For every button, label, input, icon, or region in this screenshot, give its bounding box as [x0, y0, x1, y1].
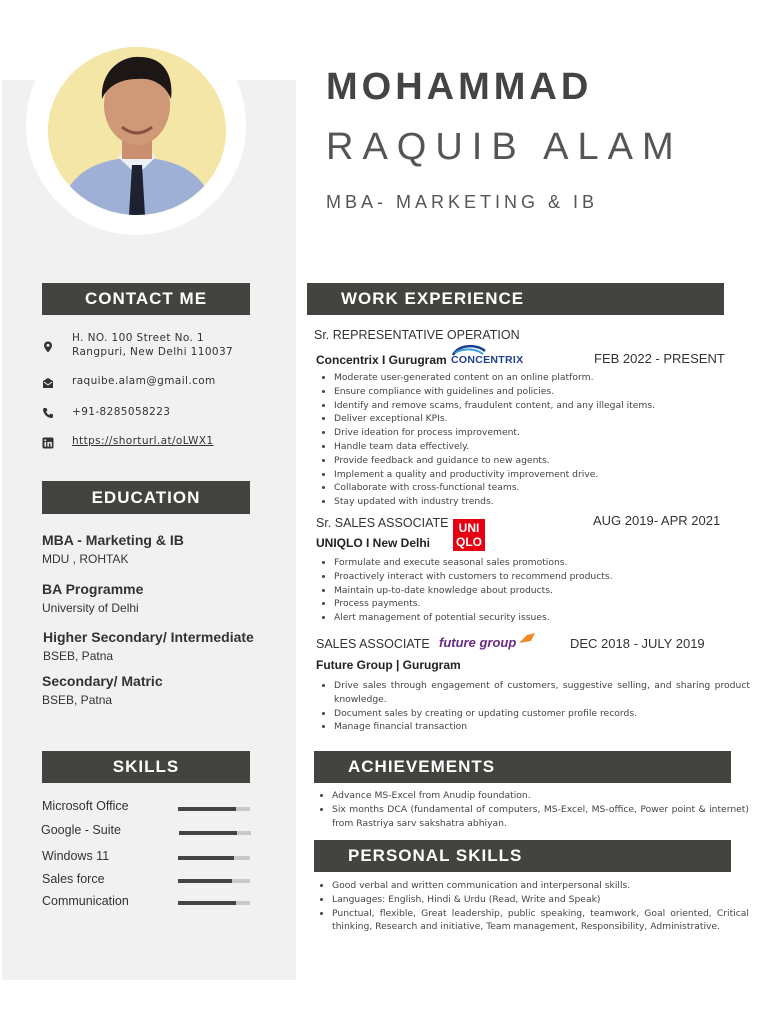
education-heading: EDUCATION	[42, 481, 250, 514]
personal-skills-list	[314, 879, 749, 934]
location-pin-icon	[42, 340, 54, 358]
job-duties-list	[316, 556, 750, 625]
skill-name: Microsoft Office	[42, 799, 129, 813]
list-item: • Proactively interact with customers to recommend products.	[334, 570, 750, 584]
list-item: • Provide feedback and guidance to new agents.	[334, 454, 750, 468]
job-title: Sr. REPRESENTATIVE OPERATION	[314, 328, 520, 342]
list-item: • Deliver exceptional KPIs.	[334, 412, 750, 426]
work-experience-heading: WORK EXPERIENCE	[307, 283, 724, 315]
skill-level-bar	[178, 901, 250, 905]
list-item: • Languages: English, Hindi & Urdu (Read, Write and Speak)	[332, 893, 749, 907]
address-line-1: H. NO. 100 Street No. 1	[72, 332, 205, 344]
future-group-logo: future group	[439, 631, 535, 659]
list-item: • Advance MS-Excel from Anudip foundation.	[332, 789, 749, 803]
contact-heading: CONTACT ME	[42, 283, 250, 315]
achievements-heading: ACHIEVEMENTS	[314, 751, 731, 783]
education-school: MDU , ROHTAK	[42, 552, 129, 566]
list-item: • Drive ideation for process improvement.	[334, 426, 750, 440]
skill-name: Sales force	[42, 872, 105, 886]
education-school: BSEB, Patna	[43, 649, 114, 663]
last-name: RAQUIB ALAM	[326, 126, 683, 168]
email-link[interactable]: raquibe.alam@gmail.com	[72, 375, 216, 387]
job-dates: DEC 2018 - JULY 2019	[570, 636, 705, 651]
skill-level-fill	[178, 879, 232, 883]
job-company: Concentrix I Gurugram	[316, 353, 447, 367]
job-title: SALES ASSOCIATE	[316, 637, 430, 651]
skill-level-fill	[179, 831, 237, 835]
job-company: Future Group | Gurugram	[316, 658, 461, 672]
job-company: UNIQLO I New Delhi	[316, 536, 431, 550]
education-degree: BA Programme	[42, 581, 144, 597]
skill-level-bar	[178, 879, 250, 883]
education-degree: Secondary/ Matric	[42, 673, 163, 689]
linkedin-icon	[42, 436, 54, 454]
education-degree: MBA - Marketing & IB	[42, 532, 184, 548]
envelope-icon	[42, 376, 54, 394]
job-title: Sr. SALES ASSOCIATE	[316, 516, 449, 530]
education-school: BSEB, Patna	[42, 693, 113, 707]
list-item: • Formulate and execute seasonal sales promotions.	[334, 556, 750, 570]
list-item: • Punctual, flexible, Great leadership, public speaking, teamwork, Goal oriented, Critical thinking, Research and initiative, Team management, Responsibility, Administrative.	[332, 907, 749, 935]
job-duties-list	[316, 371, 750, 509]
list-item: • Six months DCA (fundamental of computers, MS-Excel, MS-office, Power point & internet) from Rastriya sarv sakshatra abhiyan.	[332, 803, 749, 831]
list-item: • Alert management of potential security issues.	[334, 611, 750, 625]
profile-photo	[48, 47, 226, 215]
list-item: • Process payments.	[334, 597, 750, 611]
skill-level-fill	[178, 901, 236, 905]
list-item: • Manage financial transaction	[334, 720, 750, 734]
personal-skills-heading: PERSONAL SKILLS	[314, 840, 731, 872]
list-item: • Collaborate with cross-functional teams.	[334, 481, 750, 495]
job-title: MBA- MARKETING & IB	[326, 192, 599, 212]
skills-heading: SKILLS	[42, 751, 250, 783]
job-duties-list	[316, 679, 750, 734]
first-name: MOHAMMAD	[326, 66, 593, 108]
list-item: • Implement a quality and productivity improvement drive.	[334, 468, 750, 482]
list-item: • Stay updated with industry trends.	[334, 495, 750, 509]
skill-level-bar	[178, 807, 250, 811]
list-item: • Identify and remove scams, fraudulent content, and any illegal items.	[334, 399, 750, 413]
education-degree: Higher Secondary/ Intermediate	[43, 629, 254, 645]
list-item: • Good verbal and written communication and interpersonal skills.	[332, 879, 749, 893]
list-item: • Moderate user-generated content on an online platform.	[334, 371, 750, 385]
profile-link[interactable]: https://shorturl.at/oLWX1	[72, 435, 214, 447]
address-line-2: Rangpuri, New Delhi 110037	[72, 346, 234, 358]
skill-name: Google - Suite	[41, 823, 121, 837]
list-item: • Document sales by creating or updating customer profile records.	[334, 707, 750, 721]
list-item: • Drive sales through engagement of customers, suggestive selling, and sharing product knowledge.	[334, 679, 750, 707]
job-dates: AUG 2019- APR 2021	[593, 513, 721, 528]
skill-level-bar	[179, 831, 251, 835]
list-item: • Handle team data effectively.	[334, 440, 750, 454]
list-item: • Ensure compliance with guidelines and policies.	[334, 385, 750, 399]
achievements-list	[314, 789, 749, 830]
job-dates: FEB 2022 - PRESENT	[594, 351, 725, 366]
uniqlo-logo: UNI QLO	[453, 519, 485, 551]
phone-icon	[42, 406, 54, 424]
list-item: • Maintain up-to-date knowledge about products.	[334, 584, 750, 598]
skill-level-bar	[178, 856, 250, 860]
phone-number[interactable]: +91-8285058223	[72, 406, 171, 418]
skill-name: Communication	[42, 894, 129, 908]
education-school: University of Delhi	[42, 601, 139, 615]
skill-level-fill	[178, 807, 236, 811]
skill-name: Windows 11	[42, 849, 110, 863]
skill-level-fill	[178, 856, 234, 860]
concentrix-logo: CONCENTRIX	[449, 342, 549, 368]
